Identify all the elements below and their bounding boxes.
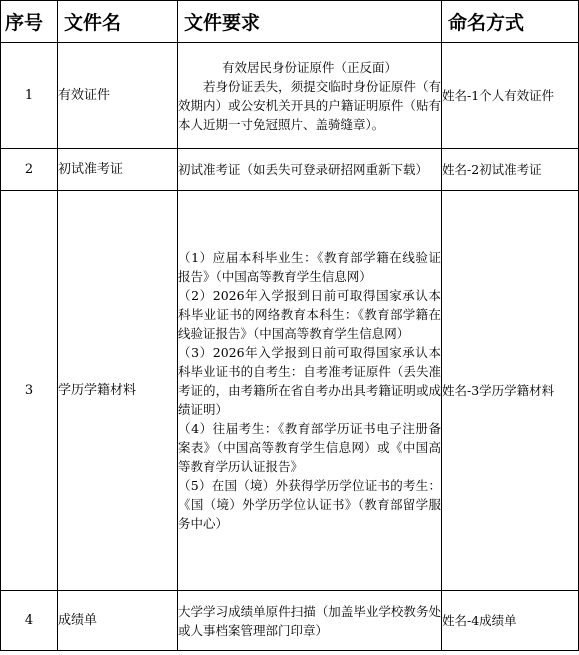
requirement-line: 有效居民身份证原件（正反面） — [221, 59, 397, 75]
row-no: 3 — [1, 191, 58, 591]
row-naming: 姓名-1个人有效证件 — [442, 43, 579, 149]
row-naming: 姓名-4成绩单 — [442, 591, 579, 651]
header-naming: 命名方式 — [442, 1, 579, 43]
table-row — [1, 591, 579, 651]
requirement-line: （4）往届考生：《教育部学历证书电子注册备案表》（中国高等教育学生信息网）或《中国高等教育学历认证报告》 — [178, 421, 441, 474]
requirement-line: 大学学习成绩单原件扫描（加盖毕业学校教务处或人事档案管理部门印章） — [178, 603, 441, 638]
row-file-name: 学历学籍材料 — [58, 191, 178, 591]
table-row — [1, 191, 579, 591]
row-requirement — [178, 591, 442, 651]
requirement-line: （2）2026年入学报到日前可取得国家承认本科毕业证书的网络教育本科生：《教育部学籍在线验证报告》（中国高等教育学生信息网） — [178, 288, 441, 341]
row-no: 1 — [1, 43, 58, 149]
row-file-name: 有效证件 — [58, 43, 178, 149]
requirement-line: （5）在国（境）外获得学历学位证书的考生：《国（境）外学历学位认证书》（教育部留学服务中心） — [178, 478, 441, 531]
row-naming: 姓名-3学历学籍材料 — [442, 191, 579, 591]
row-requirement — [178, 43, 442, 149]
row-requirement — [178, 149, 442, 191]
header-requirement: 文件要求 — [178, 1, 442, 43]
table-row — [1, 149, 579, 191]
row-naming: 姓名-2初试准考证 — [442, 149, 579, 191]
requirement-line: （3）2026年入学报到日前可取得国家承认本科毕业证书的自考生：自考准考证原件（丢失准考证的，由考籍所在省自考办出具考籍证明或成绩证明） — [178, 345, 441, 417]
header-name: 文件名 — [58, 1, 178, 43]
requirement-line: 初试准考证（如丢失可登录研招网重新下载） — [178, 162, 429, 177]
requirement-line: 若身份证丢失，须提交临时身份证原件（有效期内）或公安机关开具的户籍证明原件（贴有本人近期一寸免冠照片、盖骑缝章）。 — [178, 78, 441, 132]
row-file-name: 初试准考证 — [58, 149, 178, 191]
header-no: 序号 — [1, 1, 58, 43]
row-no: 2 — [1, 149, 58, 191]
table-row — [1, 43, 579, 149]
row-file-name: 成绩单 — [58, 591, 178, 651]
table-header-row — [1, 1, 579, 43]
requirement-line: （1）应届本科毕业生：《教育部学籍在线验证报告》（中国高等教育学生信息网） — [178, 250, 441, 284]
row-requirement — [178, 191, 442, 591]
row-no: 4 — [1, 591, 58, 651]
